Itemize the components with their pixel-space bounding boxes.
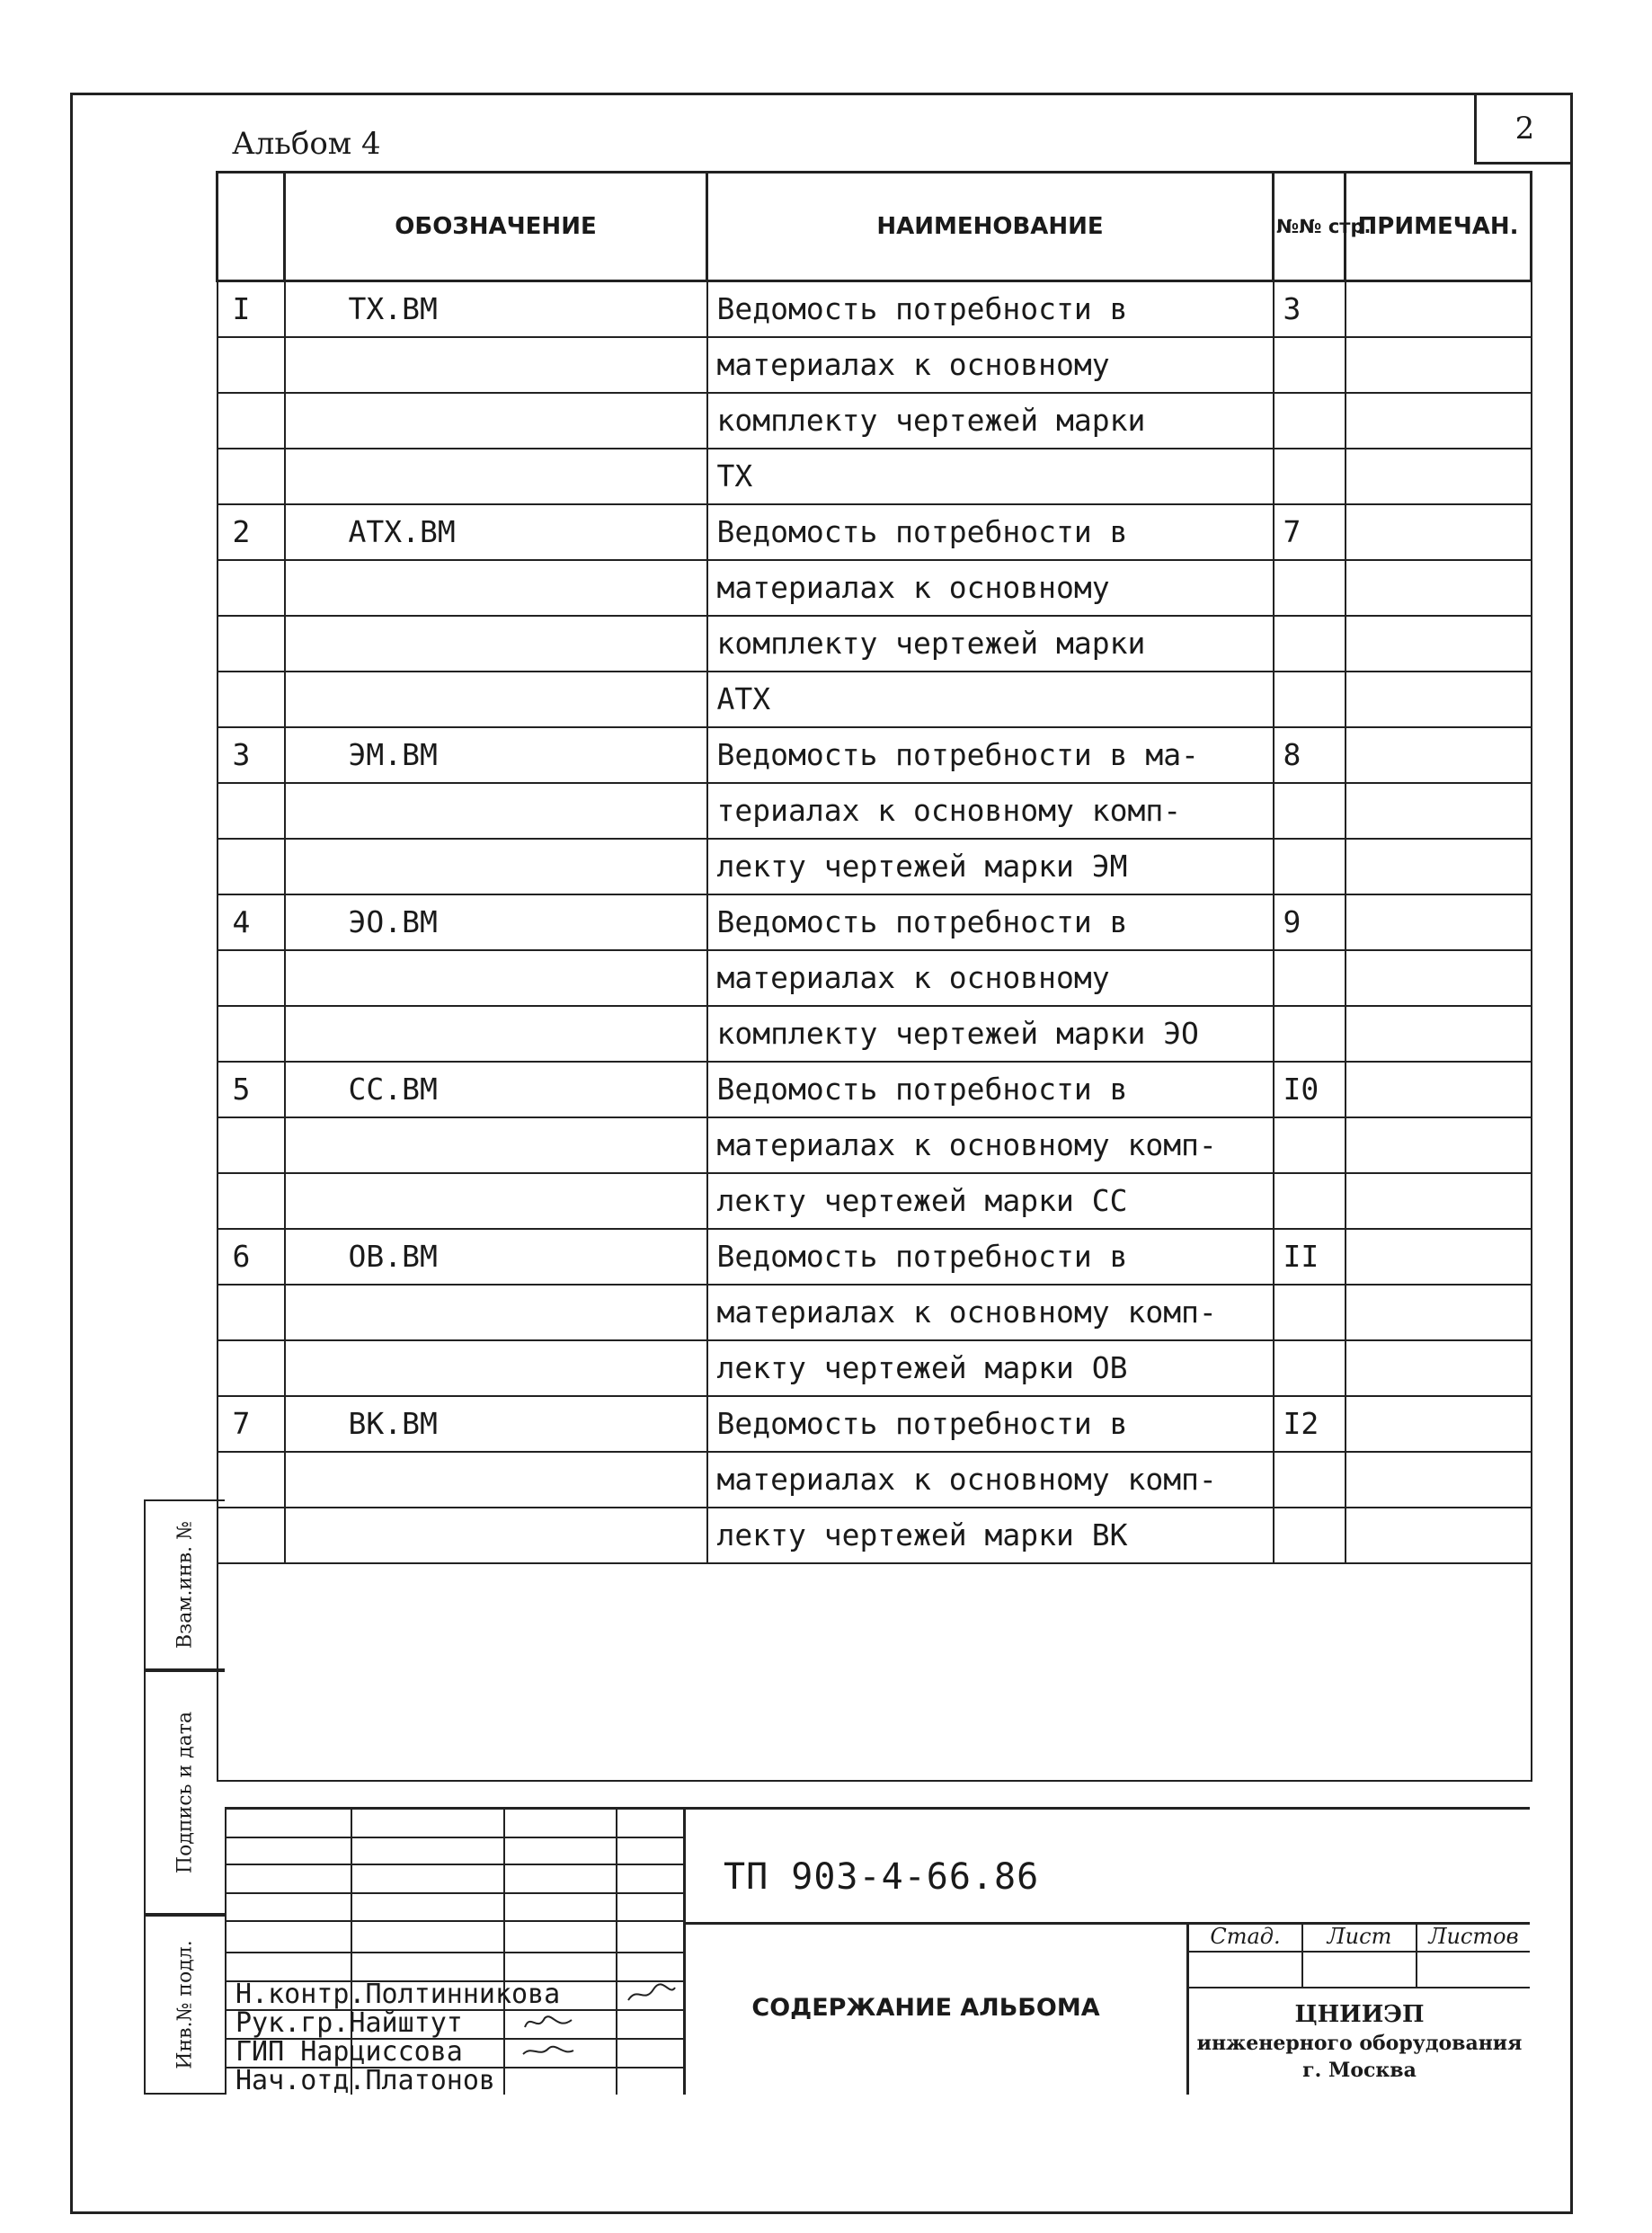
row-name-line: АТХ bbox=[707, 672, 1274, 727]
table-row bbox=[218, 894, 1532, 950]
row-note bbox=[1346, 1117, 1532, 1173]
row-name-line: комплекту чертежей марки bbox=[707, 393, 1274, 449]
row-note bbox=[1346, 1340, 1532, 1396]
row-note bbox=[1346, 727, 1532, 783]
row-designation-empty bbox=[285, 560, 707, 616]
row-designation-empty bbox=[285, 783, 707, 839]
row-note bbox=[1346, 1396, 1532, 1452]
row-number-empty bbox=[218, 616, 285, 672]
album-label: Альбом 4 bbox=[232, 126, 381, 162]
table-row bbox=[218, 1285, 1532, 1340]
sheet-label: Лист bbox=[1303, 1922, 1417, 1951]
page-number: 2 bbox=[1474, 93, 1573, 165]
document-code: ТП 903-4-66.86 bbox=[724, 1856, 1040, 1898]
row-page: 8 bbox=[1274, 727, 1346, 783]
table-row bbox=[218, 1508, 1532, 1563]
row-number: 4 bbox=[218, 894, 285, 950]
row-number-empty bbox=[218, 1340, 285, 1396]
table-row bbox=[218, 950, 1532, 1006]
col-name-header: НАИМЕНОВАНИЕ bbox=[707, 173, 1274, 281]
row-page-empty bbox=[1274, 672, 1346, 727]
row-name-line: териалах к основному комп- bbox=[707, 783, 1274, 839]
row-number: 5 bbox=[218, 1062, 285, 1117]
row-page-empty bbox=[1274, 1452, 1346, 1508]
row-name-line: Ведомость потребности в bbox=[707, 281, 1274, 338]
row-designation-empty bbox=[285, 1285, 707, 1340]
row-number-empty bbox=[218, 1452, 285, 1508]
row-number-empty bbox=[218, 337, 285, 393]
row-designation-empty bbox=[285, 1452, 707, 1508]
signature-3 bbox=[521, 2038, 575, 2063]
row-name-line: материалах к основному bbox=[707, 560, 1274, 616]
row-name-line: материалах к основному комп- bbox=[707, 1452, 1274, 1508]
row-page: 3 bbox=[1274, 281, 1346, 338]
table-row bbox=[218, 337, 1532, 393]
row-page-empty bbox=[1274, 1508, 1346, 1563]
table-row bbox=[218, 1452, 1532, 1508]
row-name-line: Ведомость потребности в bbox=[707, 894, 1274, 950]
row-number-empty bbox=[218, 783, 285, 839]
table-row bbox=[218, 281, 1532, 338]
row-name-line: ТХ bbox=[707, 449, 1274, 504]
row-number: 2 bbox=[218, 504, 285, 560]
row-number: I bbox=[218, 281, 285, 338]
col-designation-header: ОБОЗНАЧЕНИЕ bbox=[285, 173, 707, 281]
row-name-line: лекту чертежей марки ЭМ bbox=[707, 839, 1274, 894]
row-name-line: Ведомость потребности в bbox=[707, 1229, 1274, 1285]
row-designation: ТХ.ВМ bbox=[285, 281, 707, 338]
document-title: СОДЕРЖАНИЕ АЛЬБОМА bbox=[751, 1994, 1100, 2022]
blank-area bbox=[218, 1563, 1532, 1781]
row-number: 7 bbox=[218, 1396, 285, 1452]
row-note bbox=[1346, 504, 1532, 560]
row-number: 3 bbox=[218, 727, 285, 783]
row-designation-empty bbox=[285, 950, 707, 1006]
row-page: I0 bbox=[1274, 1062, 1346, 1117]
table-row bbox=[218, 1340, 1532, 1396]
row-designation-empty bbox=[285, 1006, 707, 1062]
row-note bbox=[1346, 393, 1532, 449]
row-page-empty bbox=[1274, 1173, 1346, 1229]
row-note bbox=[1346, 1452, 1532, 1508]
row-designation-empty bbox=[285, 1173, 707, 1229]
table-row bbox=[218, 839, 1532, 894]
table-row bbox=[218, 1006, 1532, 1062]
row-page-empty bbox=[1274, 449, 1346, 504]
row-note bbox=[1346, 560, 1532, 616]
row-designation-empty bbox=[285, 839, 707, 894]
stamp-right-block bbox=[1186, 1922, 1530, 2095]
row-designation: ЭО.ВМ bbox=[285, 894, 707, 950]
row-name-line: Ведомость потребности в bbox=[707, 504, 1274, 560]
org-city: г. Москва bbox=[1302, 2059, 1417, 2082]
row-page-empty bbox=[1274, 560, 1346, 616]
row-note bbox=[1346, 950, 1532, 1006]
row-note bbox=[1346, 1229, 1532, 1285]
row-note bbox=[1346, 1285, 1532, 1340]
row-page: II bbox=[1274, 1229, 1346, 1285]
role-chief-engineer: ГИП Нарциссова bbox=[235, 2036, 463, 2068]
row-designation: СС.ВМ bbox=[285, 1062, 707, 1117]
row-page: 7 bbox=[1274, 504, 1346, 560]
row-name-line: комплекту чертежей марки ЭО bbox=[707, 1006, 1274, 1062]
row-designation-empty bbox=[285, 449, 707, 504]
row-page-empty bbox=[1274, 1340, 1346, 1396]
row-page-empty bbox=[1274, 337, 1346, 393]
row-designation-empty bbox=[285, 1117, 707, 1173]
table-row bbox=[218, 1396, 1532, 1452]
sheets-label: Листов bbox=[1428, 1924, 1519, 1949]
row-designation: ОВ.ВМ bbox=[285, 1229, 707, 1285]
row-designation: АТХ.ВМ bbox=[285, 504, 707, 560]
row-name-line: материалах к основному bbox=[707, 337, 1274, 393]
row-note bbox=[1346, 616, 1532, 672]
side-label-inv: Инв.№ подл. bbox=[144, 1915, 225, 2095]
col-note-header: ПРИМЕЧАН. bbox=[1346, 173, 1532, 281]
row-note bbox=[1346, 337, 1532, 393]
row-designation: ЭМ.ВМ bbox=[285, 727, 707, 783]
contents-table bbox=[216, 171, 1532, 1782]
row-note bbox=[1346, 449, 1532, 504]
table-row bbox=[218, 1062, 1532, 1117]
row-note bbox=[1346, 839, 1532, 894]
row-designation-empty bbox=[285, 672, 707, 727]
row-number-empty bbox=[218, 950, 285, 1006]
role-group-head: Рук.гр.Найштут bbox=[235, 2007, 463, 2039]
row-designation-empty bbox=[285, 616, 707, 672]
table-row bbox=[218, 504, 1532, 560]
row-page-empty bbox=[1274, 783, 1346, 839]
table-row bbox=[218, 560, 1532, 616]
row-number-empty bbox=[218, 393, 285, 449]
title-block bbox=[225, 1807, 1530, 2095]
row-note bbox=[1346, 281, 1532, 338]
row-number-empty bbox=[218, 839, 285, 894]
row-number-empty bbox=[218, 1117, 285, 1173]
row-page-empty bbox=[1274, 839, 1346, 894]
table-row bbox=[218, 1117, 1532, 1173]
stage-label: Стад. bbox=[1189, 1922, 1303, 1951]
table-row bbox=[218, 783, 1532, 839]
row-page-empty bbox=[1274, 1117, 1346, 1173]
row-name-line: материалах к основному bbox=[707, 950, 1274, 1006]
col-page-header: №№ стр. bbox=[1274, 173, 1346, 281]
table-row bbox=[218, 727, 1532, 783]
row-note bbox=[1346, 1173, 1532, 1229]
row-name-line: Ведомость потребности в bbox=[707, 1062, 1274, 1117]
row-number-empty bbox=[218, 560, 285, 616]
row-number-empty bbox=[218, 672, 285, 727]
table-row bbox=[218, 616, 1532, 672]
row-page: I2 bbox=[1274, 1396, 1346, 1452]
row-number-empty bbox=[218, 1173, 285, 1229]
row-page-empty bbox=[1274, 950, 1346, 1006]
row-name-line: Ведомость потребности в bbox=[707, 1396, 1274, 1452]
role-dept-head: Нач.отд.Платонов bbox=[235, 2065, 495, 2096]
row-note bbox=[1346, 894, 1532, 950]
row-designation-empty bbox=[285, 1340, 707, 1396]
row-name-line: материалах к основному комп- bbox=[707, 1117, 1274, 1173]
col-num-header bbox=[218, 173, 285, 281]
table-row bbox=[218, 672, 1532, 727]
row-name-line: лекту чертежей марки ВК bbox=[707, 1508, 1274, 1563]
side-label-podpis: Подпись и дата bbox=[144, 1670, 225, 1915]
row-name-line: лекту чертежей марки СС bbox=[707, 1173, 1274, 1229]
row-name-line: комплекту чертежей марки bbox=[707, 616, 1274, 672]
signature-2 bbox=[521, 2009, 575, 2034]
table-row bbox=[218, 1229, 1532, 1285]
table-row bbox=[218, 1173, 1532, 1229]
row-designation: ВК.ВМ bbox=[285, 1396, 707, 1452]
row-page-empty bbox=[1274, 1006, 1346, 1062]
side-label-vzam: Взам.инв. № bbox=[144, 1499, 225, 1670]
table-blank-area bbox=[218, 1563, 1532, 1781]
org-dept: инженерного оборудования bbox=[1196, 2032, 1523, 2055]
org-name: ЦНИИЭП bbox=[1294, 2001, 1425, 2028]
row-page-empty bbox=[1274, 616, 1346, 672]
row-number-empty bbox=[218, 1508, 285, 1563]
row-note bbox=[1346, 1062, 1532, 1117]
row-designation-empty bbox=[285, 393, 707, 449]
row-page-empty bbox=[1274, 393, 1346, 449]
row-name-line: лекту чертежей марки ОВ bbox=[707, 1340, 1274, 1396]
row-number-empty bbox=[218, 449, 285, 504]
stamp-roles bbox=[235, 1980, 560, 2095]
table-row bbox=[218, 393, 1532, 449]
row-page: 9 bbox=[1274, 894, 1346, 950]
role-norm-control: Н.контр.Полтинникова bbox=[235, 1979, 561, 2010]
row-designation-empty bbox=[285, 337, 707, 393]
signature-1 bbox=[625, 1980, 679, 2006]
row-name-line: Ведомость потребности в ма- bbox=[707, 727, 1274, 783]
row-designation-empty bbox=[285, 1508, 707, 1563]
row-note bbox=[1346, 1508, 1532, 1563]
row-name-line: материалах к основному комп- bbox=[707, 1285, 1274, 1340]
row-number: 6 bbox=[218, 1229, 285, 1285]
table-row bbox=[218, 449, 1532, 504]
row-number-empty bbox=[218, 1006, 285, 1062]
table-header-row bbox=[218, 173, 1532, 281]
organization bbox=[1189, 2001, 1530, 2082]
row-note bbox=[1346, 1006, 1532, 1062]
row-page-empty bbox=[1274, 1285, 1346, 1340]
row-note bbox=[1346, 672, 1532, 727]
row-number-empty bbox=[218, 1285, 285, 1340]
row-note bbox=[1346, 783, 1532, 839]
